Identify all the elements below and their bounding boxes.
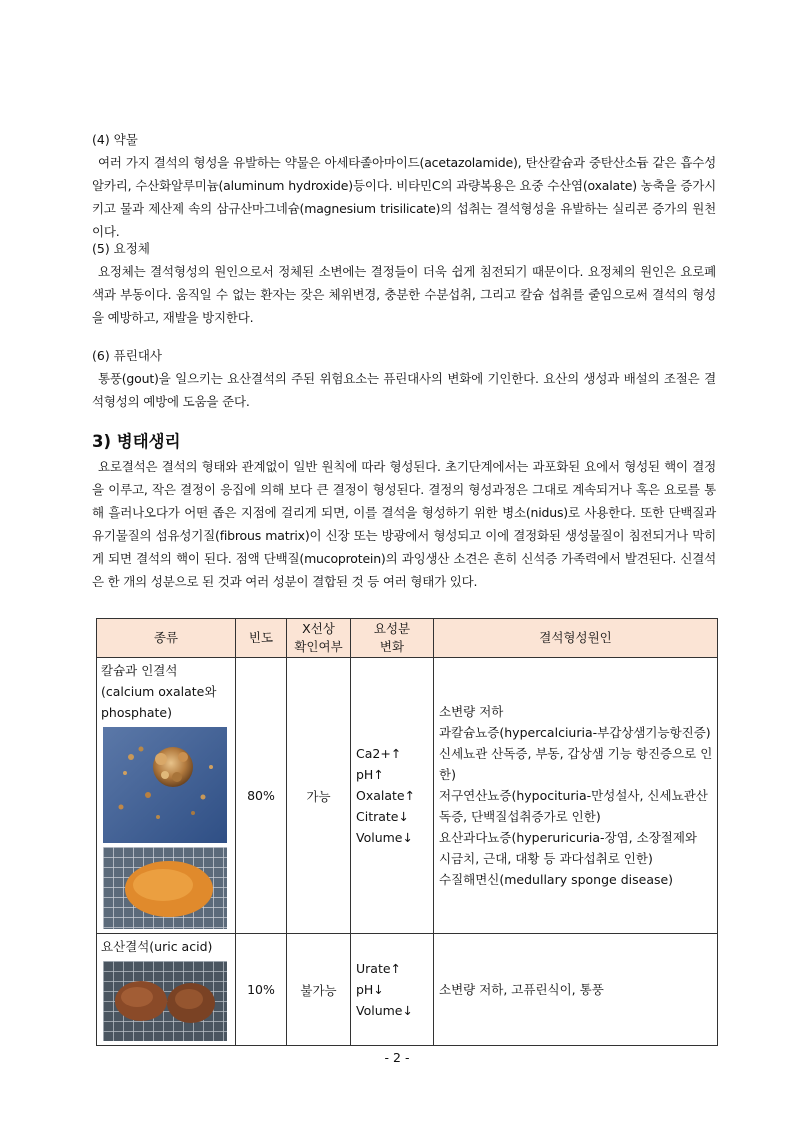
table-row bbox=[97, 658, 718, 934]
kind-cell bbox=[97, 934, 236, 1046]
section-body: 여러 가지 결석의 형성을 유발하는 약물은 아세타졸아마이드(acetazolamide), 탄산칼슘과 중탄산소듐 같은 흡수성 알카리, 수산화알루미늄(aluminum hydroxide)등이다. 비타민C의 과량복용은 요중 수산염(oxalate) 농축을 증가시키고 물과 제산제 속의 삼규산마그네슘(magnesium trisilicate)의 섭취는 결석형성을 유발하는 실리콘 증가의 원천이다. bbox=[92, 155, 716, 239]
stone-types-table bbox=[96, 618, 718, 1046]
causes-cell: 소변량 저하 과칼슘뇨증(hypercalciuria-부갑상샘기능항진증) 신세뇨관 산독증, 부동, 갑상샘 기능 항진증으로 인한) 저구연산뇨증(hypocituria-만성설사, 신세뇨관산독증, 단백질섭취증가로 인한) 요산과다뇨증(hyperuricuria-장염, 소장절제와 시금치, 근대, 대황 등 과다섭취로 인한) 수질해면신(medullary sponge disease) bbox=[434, 658, 718, 934]
calcium-stone-photo bbox=[103, 727, 227, 843]
frequency-cell: 80% bbox=[236, 658, 287, 934]
page-number: - 2 - bbox=[384, 1050, 410, 1065]
kind-name: 칼슘과 인결석 (calcium oxalate와 phosphate) bbox=[101, 663, 217, 720]
header-urine-changes: 요성분 변화 bbox=[351, 619, 434, 658]
xray-cell: 불가능 bbox=[287, 934, 351, 1046]
header-xray: X선상 확인여부 bbox=[287, 619, 351, 658]
header-kind: 종류 bbox=[97, 619, 236, 658]
pathophysiology-body: 요로결석은 결석의 형태와 관계없이 일반 원칙에 따라 형성된다. 초기단계에서는 과포화된 요에서 형성된 핵이 결정을 이루고, 작은 결정이 응집에 의해 보다 큰 결정이 형성된다. 결정의 형성과정은 그대로 계속되거나 혹은 요로를 통해 흘러나오다가 어떤 좁은 지점에 걸리게 되면, 이를 결석을 형성하기 위한 병소(nidus)로 사용한다. 또한 단백질과 유기물질의 섬유성기질(fibrous matrix)이 신장 또는 방광에서 형성되고 이에 결정화된 생성물질이 침전되거나 막히게 되면 결석의 핵이 된다. 점액 단백질(mucoprotein)의 과잉생산 소견은 흔히 신석증 가족력에서 발견된다. 신결석은 한 개의 성분으로 된 것과 여러 성분이 결합된 것 등 여러 형태가 있다. bbox=[92, 459, 716, 589]
frequency-cell: 10% bbox=[236, 934, 287, 1046]
section-heading: (5) 요정체 bbox=[92, 241, 150, 256]
pathophysiology-title: 3) 병태생리 bbox=[92, 432, 181, 451]
table-row bbox=[97, 934, 718, 1046]
xray-cell: 가능 bbox=[287, 658, 351, 934]
kind-cell bbox=[97, 658, 236, 934]
urine-changes-cell: Urate↑ pH↓ Volume↓ bbox=[351, 934, 434, 1046]
section-body: 통풍(gout)을 일으키는 요산결석의 주된 위험요소는 퓨린대사의 변화에 기인한다. 요산의 생성과 배설의 조절은 결석형성의 예방에 도움을 준다. bbox=[92, 371, 716, 409]
causes-cell: 소변량 저하, 고퓨린식이, 통풍 bbox=[434, 934, 718, 1046]
section-heading: (4) 약물 bbox=[92, 132, 138, 147]
kind-name: 요산결석(uric acid) bbox=[101, 939, 213, 954]
uric-acid-stone-photo bbox=[103, 961, 227, 1041]
section-purine-metabolism bbox=[92, 344, 716, 413]
section-heading: (6) 퓨린대사 bbox=[92, 348, 162, 363]
urine-changes-cell: Ca2+↑ pH↑ Oxalate↑ Citrate↓ Volume↓ bbox=[351, 658, 434, 934]
section-drugs bbox=[92, 128, 716, 243]
section-urinary-stasis bbox=[92, 237, 716, 329]
section-body: 요정체는 결석형성의 원인으로서 정체된 소변에는 결정들이 더욱 쉽게 침전되기 때문이다. 요정체의 원인은 요로폐색과 부동이다. 움직일 수 없는 환자는 잦은 체위변경, 충분한 수분섭취, 그리고 칼슘 섭취를 줄임으로써 결석의 형성을 예방하고, 재발을 방지한다. bbox=[92, 264, 716, 325]
header-frequency: 빈도 bbox=[236, 619, 287, 658]
table-header-row bbox=[97, 619, 718, 658]
calcium-stone-photo-2 bbox=[103, 847, 227, 929]
header-causes: 결석형성원인 bbox=[434, 619, 718, 658]
section-pathophysiology bbox=[92, 455, 716, 593]
